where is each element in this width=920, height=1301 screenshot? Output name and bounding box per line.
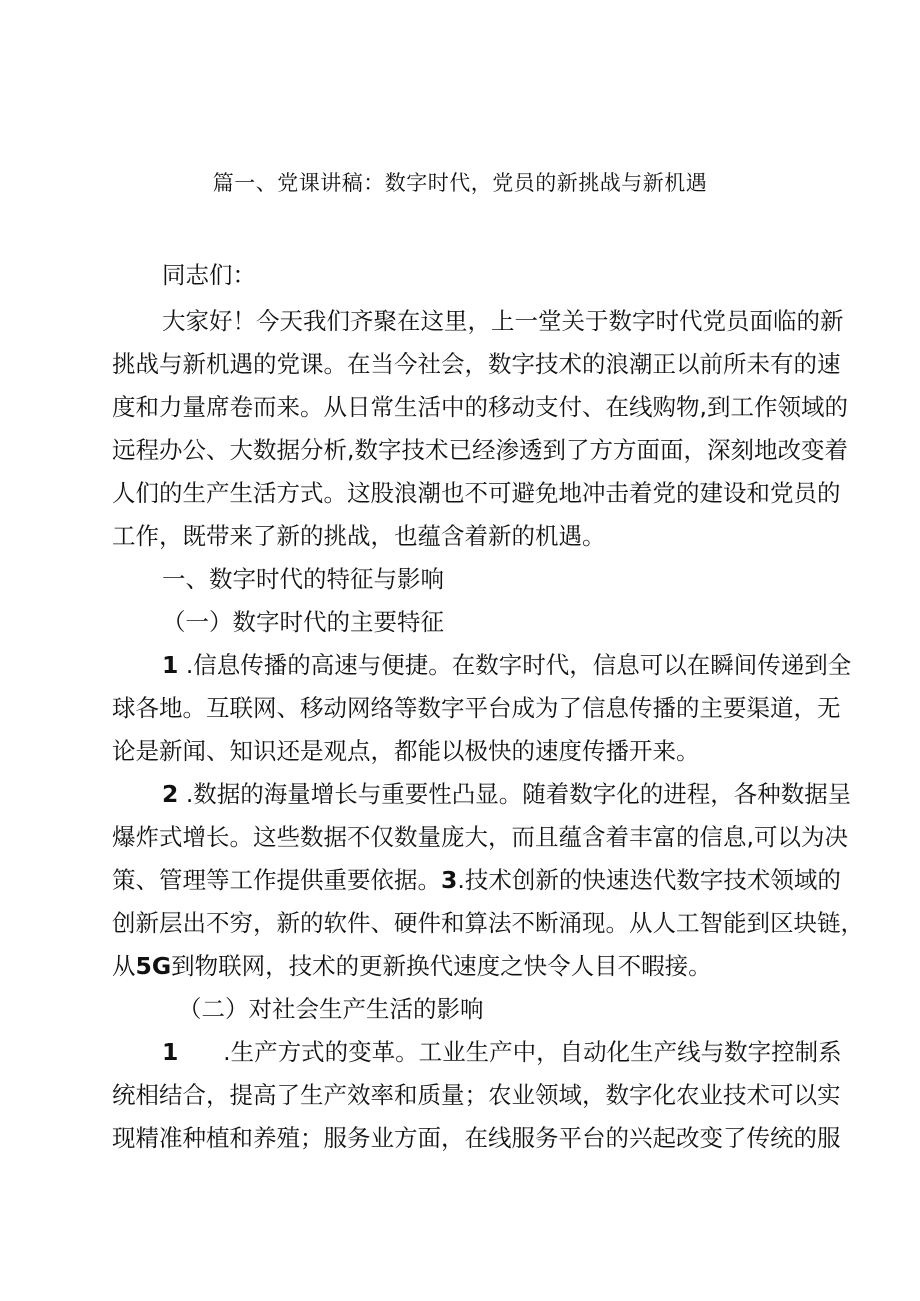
paragraph-text: 策、管理等工作提供重要依据。 [112, 866, 441, 894]
paragraph-line: 统相结合，提高了生产效率和质量；农业领域，数字化农业技术可以实 [112, 1081, 841, 1109]
paragraph-text: .生产方式的变革。工业生产中，自动化生产线与数字控制系 [178, 1038, 842, 1066]
item-number: 2 [162, 780, 179, 808]
bold-term: 5G [135, 952, 172, 980]
intro-line: 大家好！今天我们齐聚在这里，上一堂关于数字时代党员面临的新 [162, 307, 844, 335]
paragraph-line [162, 648, 852, 682]
subsection-heading: （二）对社会生产生活的影响 [178, 995, 484, 1023]
greeting: 同志们： [162, 261, 256, 289]
paragraph-line [162, 1035, 842, 1069]
intro-line: 工作，既带来了新的挑战，也蕴含着新的机遇。 [112, 522, 606, 550]
paragraph-line [162, 777, 852, 811]
paragraph-text: .信息传播的高速与便捷。在数字时代，信息可以在瞬间传递到全 [178, 651, 852, 679]
item-number: 1 [162, 1038, 179, 1066]
intro-line: 人们的生产生活方式。这股浪潮也不可避免地冲击着党的建设和党员的 [112, 479, 841, 507]
paragraph-text: 到物联网，技术的更新换代速度之快令人目不暇接。 [171, 952, 712, 980]
paragraph-text: .技术创新的快速迭代数字技术领域的 [457, 866, 841, 894]
item-number: 1 [162, 651, 179, 679]
paragraph-line [112, 949, 826, 983]
intro-line: 远程办公、大数据分析,数字技术已经渗透到了方方面面，深刻地改变着 [112, 436, 848, 464]
section-heading: 一、数字时代的特征与影响 [162, 565, 444, 593]
item-number: 3 [441, 866, 458, 894]
intro-line: 挑战与新机遇的党课。在当今社会，数字技术的浪潮正以前所未有的速 [112, 350, 841, 378]
intro-line: 度和力量席卷而来。从日常生活中的移动支付、在线购物,到工作领域的 [112, 393, 848, 421]
paragraph-line: 爆炸式增长。这些数据不仅数量庞大，而且蕴含着丰富的信息,可以为决 [112, 823, 848, 851]
paragraph-line: 现精准种植和养殖；服务业方面，在线服务平台的兴起改变了传统的服 [112, 1124, 841, 1152]
document-title: 篇一、党课讲稿：数字时代，党员的新挑战与新机遇 [212, 171, 708, 195]
paragraph-line: 球各地。互联网、移动网络等数字平台成为了信息传播的主要渠道，无 [112, 694, 841, 722]
paragraph-line: 论是新闻、知识还是观点，都能以极快的速度传播开来。 [112, 737, 700, 765]
paragraph-text: 从 [112, 952, 136, 980]
subsection-heading: （一）数字时代的主要特征 [162, 608, 444, 636]
paragraph-text: .数据的海量增长与重要性凸显。随着数字化的进程，各种数据呈 [178, 780, 852, 808]
paragraph-line [112, 863, 841, 897]
paragraph-line: 创新层出不穷，新的软件、硬件和算法不断涌现。从人工智能到区块链， [112, 909, 864, 937]
